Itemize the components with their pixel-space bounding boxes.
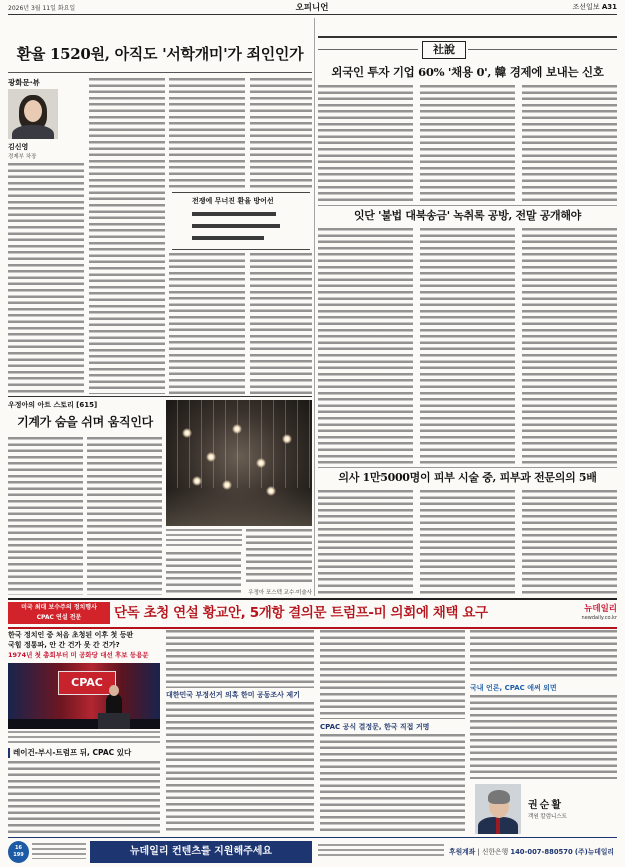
column-body-text xyxy=(89,78,165,394)
lamp xyxy=(222,480,232,490)
ad-lead-line: 국힘 정통파, 안 간 건가 못 간 건가? xyxy=(8,641,120,649)
columnist-name: 권순활 xyxy=(528,800,563,811)
column-headline-rule xyxy=(8,72,312,73)
ad-tag-line: CPAC 연설 전문 xyxy=(36,614,82,621)
ad-lead-line: 한국 정치인 중 처음 초청된 이후 첫 등판 xyxy=(8,631,134,639)
ad-body-text xyxy=(166,630,314,688)
art-headline: 기계가 숨을 쉬며 움직인다 xyxy=(17,415,153,429)
author-name: 김신영 xyxy=(8,143,29,151)
editorial-divider xyxy=(318,205,617,206)
footer-badge xyxy=(8,841,29,863)
ad-top-rule xyxy=(8,598,617,600)
columnist-photo-tie xyxy=(496,818,500,834)
editorial-body-text xyxy=(420,85,515,203)
ad-headline: 단독 초청 연설 황교안, 5개항 결의문 트럼프-미 의회에 채택 요구 xyxy=(114,605,488,621)
author-title: 경제부 차장 xyxy=(8,154,37,160)
lamp xyxy=(232,424,242,434)
art-body-text xyxy=(246,529,312,585)
lamp xyxy=(182,428,192,438)
editorial-body-text xyxy=(318,228,413,464)
page-id xyxy=(517,2,617,12)
header-rule xyxy=(8,14,617,15)
column-body-text xyxy=(169,253,245,394)
editorial-label-rule-left xyxy=(318,49,418,50)
footer-badge-top: 16 xyxy=(15,845,22,851)
editorial-body-text xyxy=(420,228,515,464)
art-byline: 우정아 포스텍 교수·미술사 xyxy=(248,590,312,596)
editorial-headline: 의사 1만5000명이 피부 시술 중, 피부과 전문의의 5배 xyxy=(338,471,597,484)
issue-date: 2026년 3월 11일 화요일 xyxy=(8,5,76,12)
ad-body-text xyxy=(470,695,617,779)
ad-subhead: 국내 언론, CPAC 애써 외면 xyxy=(470,684,557,692)
columnist-photo-hair xyxy=(488,790,510,804)
editorial-headline: 외국인 투자 기업 60% '채용 0', 韓 경제에 보내는 신호 xyxy=(331,65,604,79)
speaker-head xyxy=(109,685,119,696)
footer-small-text xyxy=(32,843,86,859)
column-divider xyxy=(314,18,315,596)
columnist-title: 객원 칼럼니스트 xyxy=(528,814,567,820)
pull-quote-line xyxy=(192,224,280,228)
editorial-divider xyxy=(318,467,617,468)
pull-quote-line xyxy=(192,236,264,240)
account-number: 140-007-880570 xyxy=(510,848,573,856)
pull-quote xyxy=(172,192,310,250)
ad-lead xyxy=(8,630,160,661)
author-photo-face xyxy=(24,100,42,122)
lamp xyxy=(206,452,216,462)
account-separator: | xyxy=(477,848,480,856)
ad-body-text xyxy=(320,630,465,719)
editorial-label-rule-right xyxy=(468,49,617,50)
ad-brand-logo[interactable] xyxy=(565,603,617,624)
ad-tag-line: 미국 최대 보수주의 정치행사 xyxy=(21,604,97,611)
art-body-text xyxy=(87,437,162,595)
pull-quote-line xyxy=(192,212,276,216)
column-body-text xyxy=(8,163,84,394)
ad-body-text xyxy=(470,630,617,680)
art-series-label xyxy=(8,400,162,410)
podium xyxy=(98,713,130,729)
ad-brand-site: newdaily.co.kr xyxy=(581,615,617,621)
ad-subhead: 대한민국 부정선거 의혹 한미 공동조사 제기 xyxy=(166,691,300,699)
ad-tag xyxy=(8,602,110,624)
art-photo-floor xyxy=(166,488,312,526)
editorial-top-rule xyxy=(318,36,617,38)
editorial-body-text xyxy=(522,490,617,595)
lamp xyxy=(256,458,266,468)
cpac-stage xyxy=(8,719,160,729)
paper-name: 조선일보 xyxy=(572,3,600,11)
editorial-body-text xyxy=(420,490,515,595)
footer-account xyxy=(449,846,617,858)
lamp xyxy=(266,486,276,496)
page-number: A31 xyxy=(601,3,617,11)
column-headline: 환율 1520원, 아직도 '서학개미'가 죄인인가 xyxy=(16,45,304,63)
footer-badge-bottom: 199 xyxy=(13,852,24,858)
editorial-body-text xyxy=(318,490,413,595)
ad-headline-rule xyxy=(8,627,617,629)
editorial-headline: 잇단 '불법 대북송금' 녹취록 공방, 전말 공개해야 xyxy=(353,209,582,222)
ad-photo-caption xyxy=(8,731,160,745)
ad-body-text xyxy=(166,702,314,834)
ad-body-text xyxy=(320,734,465,834)
art-photo xyxy=(166,400,312,526)
art-body-text xyxy=(8,437,83,595)
section-name: 오피니언 xyxy=(295,3,329,13)
column-body-text xyxy=(250,253,312,394)
ad-brand-name: 뉴데일리 xyxy=(584,604,617,614)
column-body-text xyxy=(250,78,312,188)
account-bank: 신한은행 xyxy=(481,848,509,856)
columnist-photo xyxy=(475,784,521,834)
footer-support-banner[interactable]: 뉴데일리 컨텐츠를 지원해주세요 xyxy=(90,841,312,863)
pull-quote-lead: 전쟁에 무너진 환율 방어선 xyxy=(192,197,274,205)
art-series-name: 우정아의 아트 스토리 xyxy=(8,401,74,409)
ad-body-text xyxy=(8,761,160,834)
ad-lead-line: 1974년 첫 총회부터 미 공화당 대선 후보 등용문 xyxy=(8,651,149,659)
cpac-screen-sign: CPAC xyxy=(58,671,116,695)
editorial-body-text xyxy=(522,85,617,203)
cpac-stage-photo xyxy=(8,663,160,729)
footer-rule xyxy=(8,837,617,838)
lamp xyxy=(192,476,202,486)
art-series-number: [615] xyxy=(76,401,98,409)
lamp xyxy=(282,434,292,444)
art-body-text xyxy=(166,552,241,595)
ad-subhead: CPAC 공식 결정문, 한국 직접 거명 xyxy=(320,723,430,731)
account-holder: (주)뉴데일리 xyxy=(574,848,614,856)
editorial-body-text xyxy=(522,228,617,464)
column-body-text xyxy=(169,78,245,188)
column-series-label: 광화문·뷰 xyxy=(8,78,40,87)
ad-subhead: 레이건-부시-트럼프 뒤, CPAC 있다 xyxy=(8,748,161,758)
editorial-body-text xyxy=(318,85,413,203)
editorial-label: 社說 xyxy=(422,41,466,59)
section-rule xyxy=(8,396,312,397)
art-photo-wires xyxy=(166,400,312,488)
account-label: 후원계좌 xyxy=(449,848,476,856)
author-photo xyxy=(8,89,58,139)
footer-note-text xyxy=(318,844,444,859)
art-photo-caption xyxy=(166,529,242,549)
author-photo-body xyxy=(12,125,54,139)
